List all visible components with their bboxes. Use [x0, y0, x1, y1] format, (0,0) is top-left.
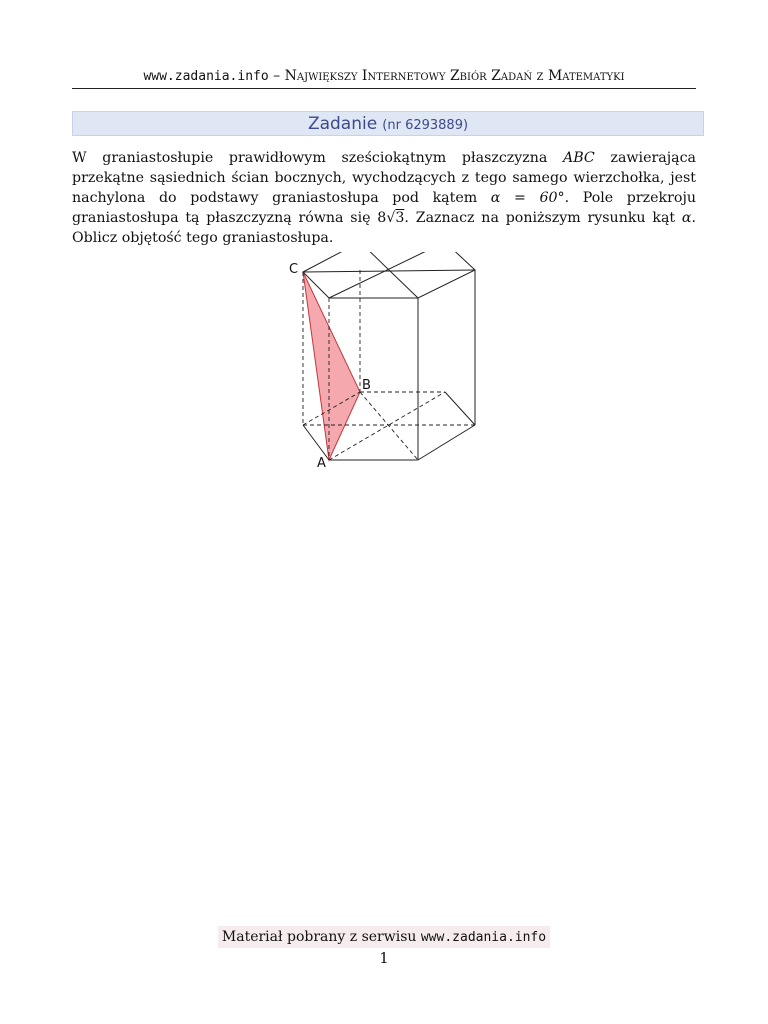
sqrt-expression: [386, 210, 404, 226]
header-separator: –: [268, 68, 285, 84]
problem-text: [72, 148, 696, 248]
page-number: 1: [379, 949, 389, 967]
problem-part-3: . Pole przekroju graniastosłupa tą płaszczyzną równa się 8: [72, 190, 697, 226]
sqrt-value: 3: [395, 210, 405, 226]
task-title: Zadanie: [307, 114, 378, 134]
page-header: [72, 66, 696, 89]
header-tagline: Największy Internetowy Zbiór Zadań z Matematyki: [284, 68, 625, 84]
prism-figure: [280, 252, 500, 472]
problem-part-1: W graniastosłupie prawidłowym sześciokątnym płaszczyzna: [72, 150, 563, 166]
vertex-label-c: C: [289, 262, 299, 277]
problem-part-4: . Zaznacz na poniższym rysunku kąt: [404, 210, 682, 226]
vertex-label-b: B: [362, 378, 371, 393]
sqrt-sign: √: [386, 210, 396, 226]
task-number: (nr 6293889): [382, 118, 469, 133]
cross-section-triangle: [303, 272, 360, 460]
plane-name: ABC: [563, 150, 595, 166]
task-title-bar: [72, 111, 704, 136]
vertex-label-a: A: [317, 456, 326, 471]
footer-text: Materiał pobrany z serwisu: [221, 929, 421, 945]
footer-source: [218, 926, 550, 948]
problem-part-2: zawierająca przekątne sąsiednich ścian bocznych, wychodzących z tego samego wierzchołka, jest nachylona do podstawy graniastosłupa pod kątem: [72, 150, 696, 206]
alpha-symbol: α: [681, 210, 692, 226]
footer-site-link[interactable]: www.zadania.info: [420, 930, 547, 945]
problem-part-5: . Oblicz objętość tego graniastosłupa.: [72, 210, 696, 246]
header-site-link[interactable]: www.zadania.info: [143, 69, 269, 84]
angle-equation: α = 60°: [490, 190, 565, 206]
